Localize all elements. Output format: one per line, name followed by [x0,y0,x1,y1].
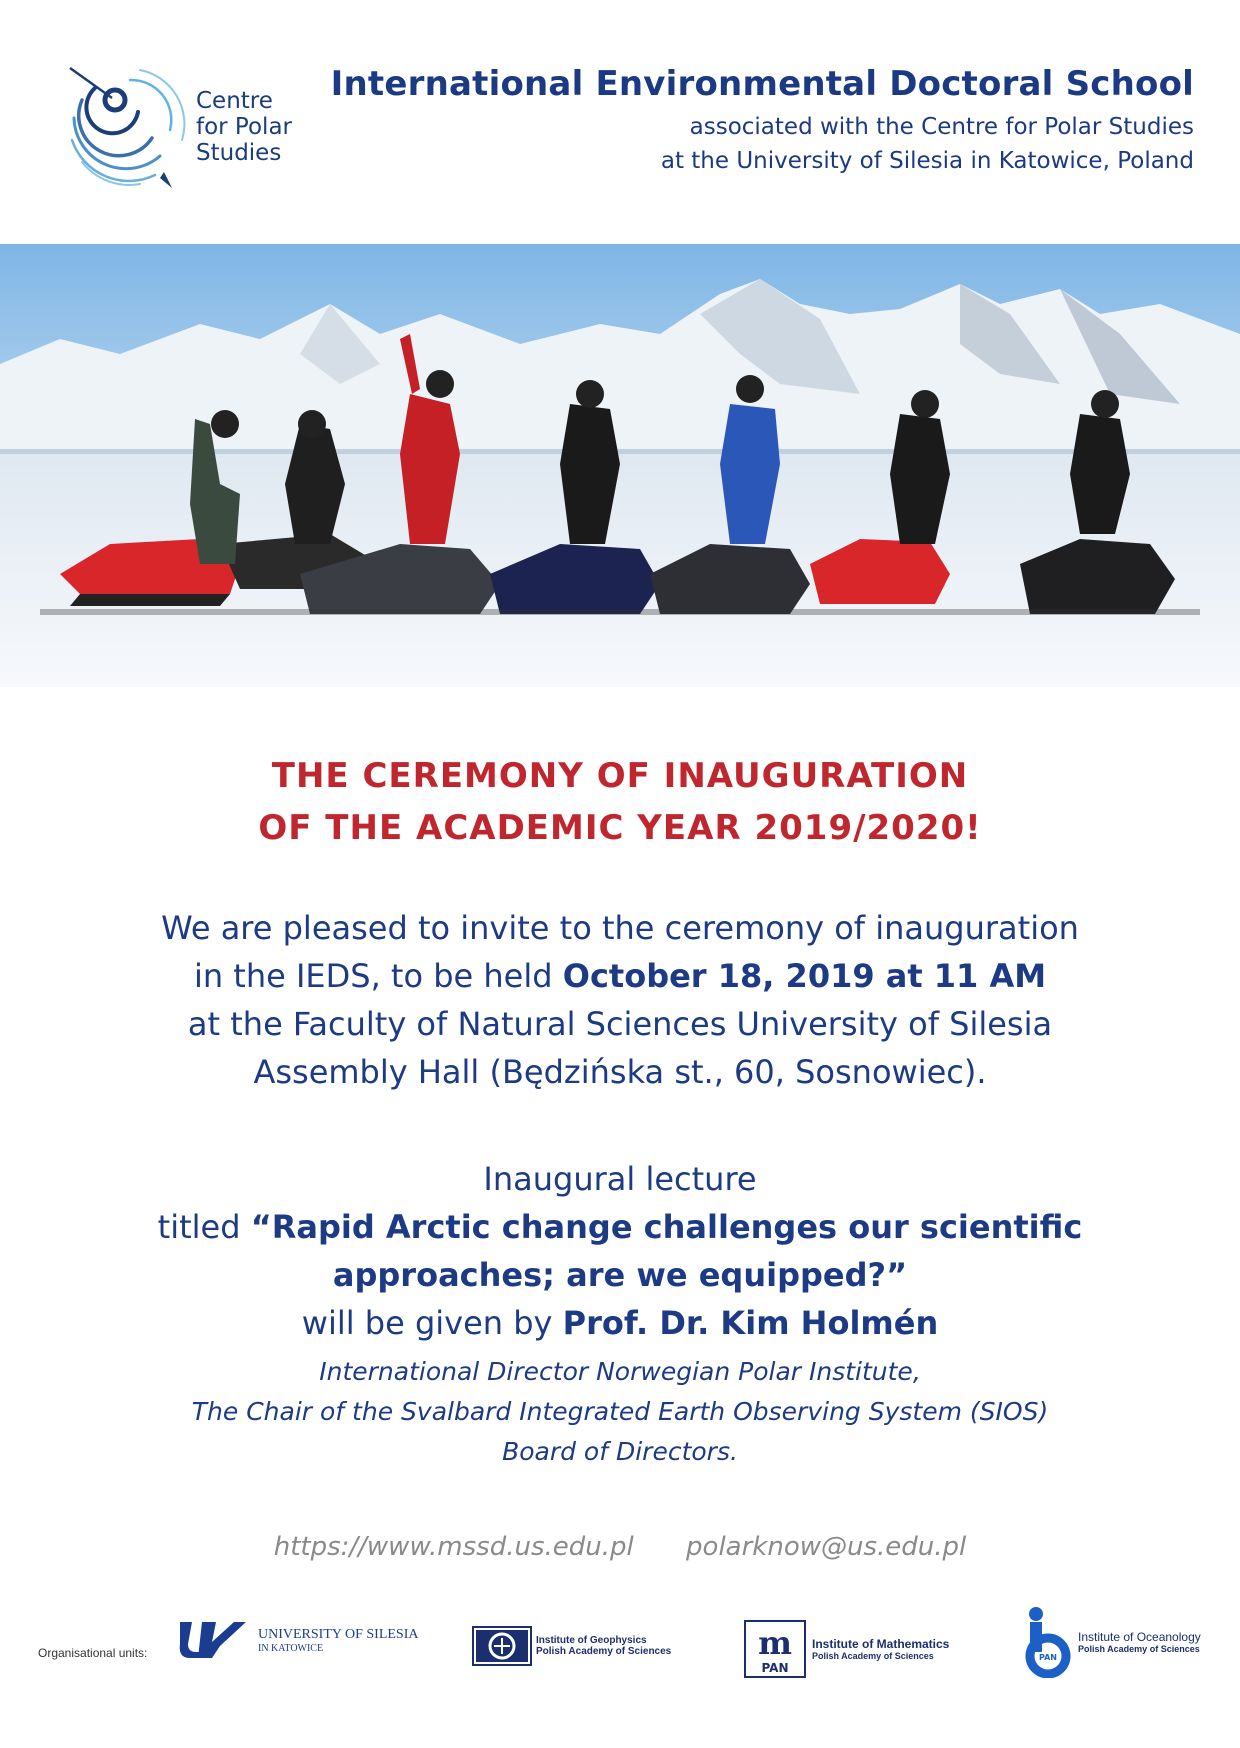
partner-3-line-1: Institute of Mathematics [812,1637,950,1651]
university-of-silesia-logo-icon [176,1618,248,1662]
titled-prefix: titled [157,1208,251,1246]
invitation-text [0,904,1240,1096]
lecture-label: Inaugural lecture [483,1160,757,1198]
event-title-line-1: THE CEREMONY OF INAUGURATION [271,756,969,796]
partner-4-line-1: Institute of Oceanology [1078,1630,1201,1644]
affiliation-line-2: The Chair of the Svalbard Integrated Earth Observing System (SIOS) [191,1397,1049,1426]
lecture-title-line-2 [0,1251,1240,1299]
school-title: International Environmental Doctoral School [330,64,1194,104]
organisational-units-label: Organisational units: [38,1646,148,1660]
header-block [331,64,1194,178]
invitation-line-4: Assembly Hall (Będzińska st., 60, Sosnowiec). [253,1053,987,1091]
contact-line [0,1532,1240,1562]
invitation-line-2 [0,952,1240,1000]
lecture-block [0,1155,1240,1347]
partner-institute-of-mathematics [744,1620,949,1678]
invitation-line-3: at the Faculty of Natural Sciences University of Silesia [187,1005,1053,1043]
partner-1-line-2: IN KATOWICE [258,1642,324,1654]
event-title-line-2: OF THE ACADEMIC YEAR 2019/2020! [258,808,982,848]
logo-line-2: for Polar [196,114,292,140]
partner-2-line-1: Institute of Geophysics [536,1635,647,1646]
association-line-2: at the University of Silesia in Katowice, Poland [660,148,1194,174]
institute-of-oceanology-logo-icon [1020,1606,1072,1678]
given-by-prefix: will be given by [301,1304,563,1342]
lecture-title-2: approaches; are we equipped?” [332,1256,908,1294]
invitation-line-1: We are pleased to invite to the ceremony of inauguration [161,909,1079,947]
institute-of-geophysics-logo-icon [472,1626,532,1666]
institute-of-mathematics-logo-icon [744,1620,806,1678]
association-line-1: associated with the Centre for Polar Studies [689,114,1194,140]
website-link[interactable]: https://www.mssd.us.edu.pl [273,1532,634,1562]
speaker-name: Prof. Dr. Kim Holmén [562,1304,939,1342]
speaker-line [0,1299,1240,1347]
logo-wordmark [196,88,292,166]
hero-photo-snowmobiles [0,244,1240,687]
partner-4-line-2: Polish Academy of Sciences [1078,1644,1200,1654]
affiliation-line-3: Board of Directors. [502,1437,738,1466]
event-title [0,750,1240,854]
svg-text:PAN: PAN [761,1661,789,1675]
logo-line-1: Centre [196,88,273,114]
svg-text:PAN: PAN [1038,1653,1058,1662]
svg-text:m: m [758,1624,792,1662]
partner-2-line-2: Polish Academy of Sciences [536,1646,672,1657]
affiliation-line-1: International Director Norwegian Polar Institute, [319,1357,921,1386]
lecture-title-1: “Rapid Arctic change challenges our scientific [250,1208,1083,1246]
partner-1-line-1: UNIVERSITY OF SILESIA [258,1626,419,1642]
partner-3-line-2: Polish Academy of Sciences [812,1651,934,1661]
partner-institute-of-geophysics [472,1626,671,1666]
partner-institute-of-oceanology [1020,1606,1201,1678]
partner-university-of-silesia [176,1618,418,1662]
logo-line-3: Studies [196,140,282,166]
email-link[interactable]: polarknow@us.edu.pl [686,1532,967,1562]
event-date-time: October 18, 2019 at 11 AM [562,957,1047,995]
lecture-title-line-1 [0,1203,1240,1251]
speaker-affiliation [0,1352,1240,1472]
invitation-line-2-prefix: in the IEDS, to be held [193,957,563,995]
centre-polar-studies-logo [60,60,190,190]
